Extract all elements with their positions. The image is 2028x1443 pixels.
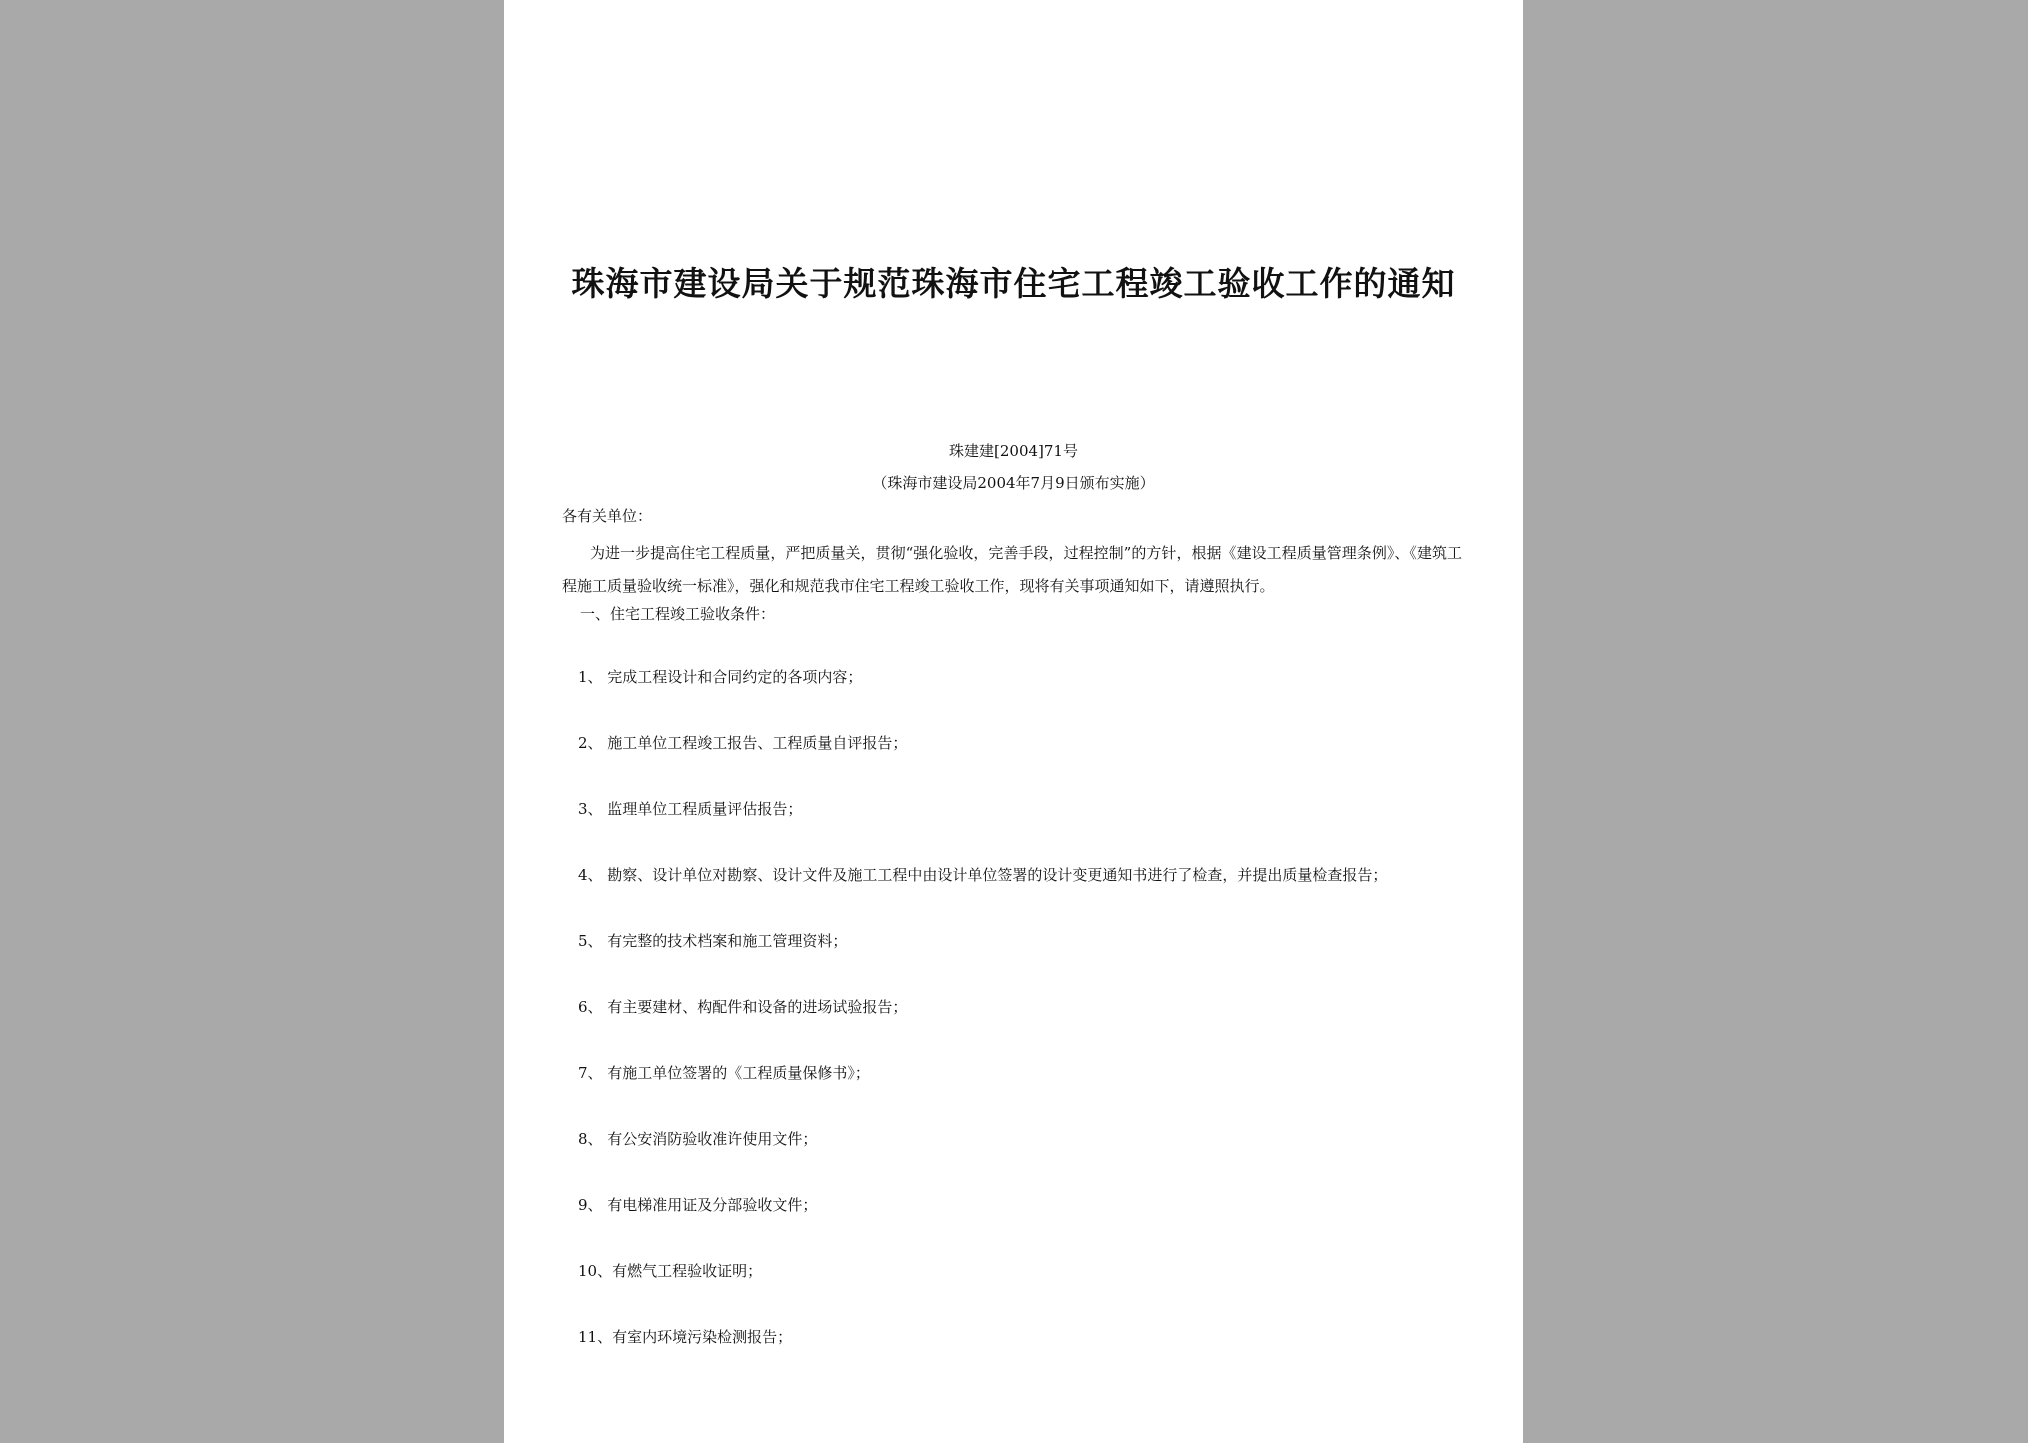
list-item: 6、 有主要建材、构配件和设备的进场试验报告；	[578, 998, 908, 1016]
list-item: 7、 有施工单位签署的《工程质量保修书》；	[578, 1064, 870, 1082]
list-item: 2、 施工单位工程竣工报告、工程质量自评报告；	[578, 734, 908, 752]
list-item: 10、有燃气工程验收证明；	[578, 1262, 763, 1280]
document-page	[504, 0, 1523, 1443]
section-heading: 一、住宅工程竣工验收条件：	[580, 605, 776, 623]
list-item: 3、 监理单位工程质量评估报告；	[578, 800, 803, 818]
issue-note: （珠海市建设局2004年7月9日颁布实施）	[872, 474, 1155, 492]
document-number: 珠建建[2004]71号	[949, 442, 1078, 460]
conditions-list	[578, 666, 1468, 1392]
list-item: 11、有室内环境污染检测报告；	[578, 1328, 793, 1346]
document-title: 珠海市建设局关于规范珠海市住宅工程竣工验收工作的通知	[571, 264, 1456, 303]
list-item: 4、 勘察、设计单位对勘察、设计文件及施工工程中由设计单位签署的设计变更通知书进行了检查，并提出质量检查报告；	[578, 866, 1388, 884]
intro-paragraph: 为进一步提高住宅工程质量，严把质量关，贯彻“强化验收，完善手段，过程控制”的方针，根据《建设工程质量管理条例》、《建筑工程施工质量验收统一标准》，强化和规范我市住宅工程竣工验收工作，现将有关事项通知如下，请遵照执行。	[562, 544, 1462, 595]
salutation: 各有关单位：	[562, 507, 653, 525]
list-item: 1、 完成工程设计和合同约定的各项内容；	[578, 668, 863, 686]
list-item: 9、 有电梯准用证及分部验收文件；	[578, 1196, 818, 1214]
list-item: 8、 有公安消防验收准许使用文件；	[578, 1130, 818, 1148]
list-item: 5、 有完整的技术档案和施工管理资料；	[578, 932, 848, 950]
